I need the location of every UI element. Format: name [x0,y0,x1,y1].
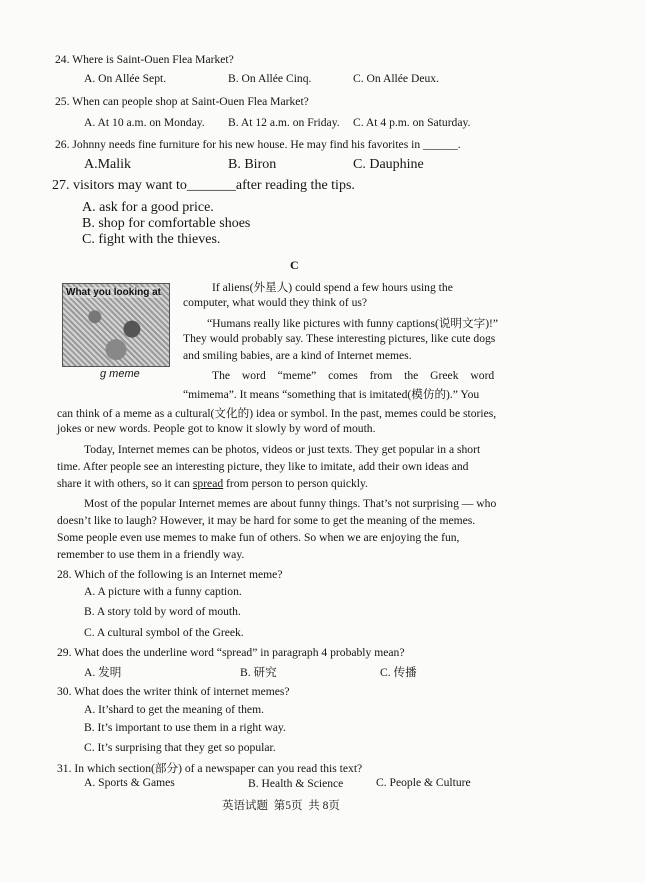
q26-option-c: C. Dauphine [353,157,424,172]
q27-question: 27. visitors may want to_______after reading the tips. [52,178,355,193]
q29-option-a: A. 发明 [84,666,122,679]
q24-question: 24. Where is Saint-Ouen Flea Market? [55,53,234,66]
page-footer: 英语试题 第5页 共 8页 [222,800,340,812]
p3-line-4: jokes or new words. People got to know it slowly by word of mouth. [57,422,376,435]
p4-line-1: Today, Internet memes can be photos, videos or just texts. They get popular in a short [84,443,481,456]
q30-question: 30. What does the writer think of internet memes? [57,685,290,698]
q26-option-b: B. Biron [228,157,277,172]
p5-line-3: Some people even use memes to make fun of others. So when we are enjoying the fun, [57,531,460,544]
p5-line-2: doesn’t like to laugh? However, it may be hard for some to get the meaning of the memes. [57,514,476,527]
q27-option-a: A. ask for a good price. [82,200,214,215]
q26-question: 26. Johnny needs fine furniture for his new house. He may find his favorites in ______. [55,138,461,151]
q27-option-b: B. shop for comfortable shoes [82,216,251,231]
p4-line-3 [57,477,368,490]
q25-option-a: A. At 10 a.m. on Monday. [84,116,205,129]
p3-line-3: can think of a meme as a cultural(文化的) idea or symbol. In the past, memes could be stories, [57,407,497,420]
meme-image [62,283,170,367]
p3-line-2: “mimema”. It means “something that is imitated(模仿的).” You [183,388,480,401]
meme-image-caption: What you looking at [66,287,161,298]
q28-option-a: A. A picture with a funny caption. [84,585,242,598]
underlined-word-spread: spread [192,477,224,490]
q25-question: 25. When can people shop at Saint-Ouen Flea Market? [55,95,309,108]
meme-image-label: g meme [100,368,140,380]
section-heading: C [290,258,299,272]
q31-option-c: C. People & Culture [376,776,471,789]
q24-option-b: B. On Allée Cinq. [228,72,312,85]
q25-option-c: C. At 4 p.m. on Saturday. [353,116,471,129]
q31-option-b: B. Health & Science [248,777,344,790]
p1-line-2: computer, what would they think of us? [183,296,368,309]
q30-option-c: C. It’s surprising that they get so popular. [84,741,276,754]
q28-question: 28. Which of the following is an Internet meme? [57,568,283,581]
q24-option-c: C. On Allée Deux. [353,72,439,85]
p5-line-4: remember to use them in a friendly way. [57,548,245,561]
q31-question: 31. In which section(部分) of a newspaper can you read this text? [57,762,363,775]
p4-line-2: time. After people see an interesting picture, they like to imitate, add their own ideas and [57,460,469,473]
p4-line-3-end: from person to person quickly. [223,477,368,490]
q28-option-c: C. A cultural symbol of the Greek. [84,626,244,639]
p2-line-2: They would probably say. These interesting pictures, like cute dogs [183,332,496,345]
q30-option-a: A. It’shard to get the meaning of them. [84,703,264,716]
q25-option-b: B. At 12 a.m. on Friday. [228,116,340,129]
p4-line-3-start: share it with others, so it can [57,477,193,490]
p3-line-1: The word “meme” comes from the Greek word [212,369,495,382]
q27-option-c: C. fight with the thieves. [82,232,221,247]
p1-line-1: If aliens(外星人) could spend a few hours using the [212,281,453,294]
q29-option-b: B. 研究 [240,666,277,679]
q31-option-a: A. Sports & Games [84,776,175,789]
q28-option-b: B. A story told by word of mouth. [84,605,241,618]
q30-option-b: B. It’s important to use them in a right way. [84,721,286,734]
p5-line-1: Most of the popular Internet memes are about funny things. That’s not surprising — who [84,497,497,510]
q24-option-a: A. On Allée Sept. [84,72,167,85]
p2-line-3: and smiling babies, are a kind of Internet memes. [183,349,412,362]
q29-option-c: C. 传播 [380,666,417,679]
q26-option-a: A.Malik [84,157,132,172]
p2-line-1: “Humans really like pictures with funny captions(说明文字)!” [207,317,499,330]
q29-question: 29. What does the underline word “spread” in paragraph 4 probably mean? [57,646,405,659]
